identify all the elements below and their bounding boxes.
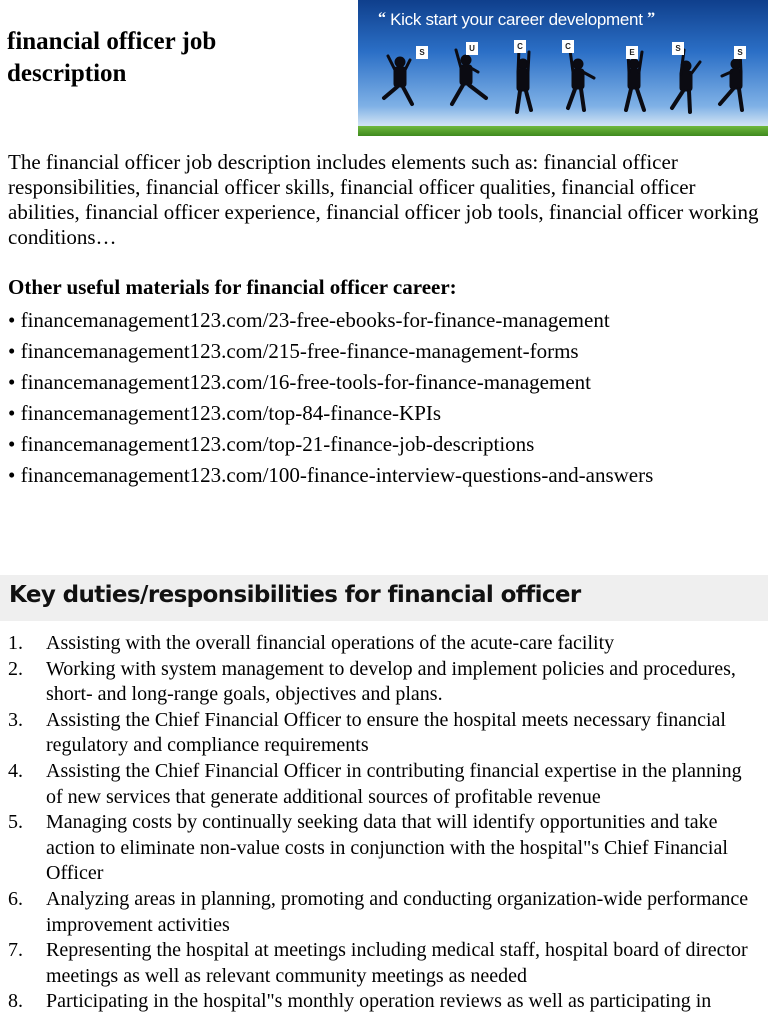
materials-link[interactable]: • financemanagement123.com/top-84-finance-KPIs (8, 401, 442, 425)
letter-card: C (514, 40, 526, 53)
jumper-figure-1 (384, 56, 412, 104)
duties-section-header (0, 575, 768, 621)
duty-number: 5. (8, 811, 23, 834)
letter-card: S (672, 42, 684, 55)
jumping-people-illustration (358, 0, 768, 136)
materials-link-list (8, 305, 653, 491)
page-title: financial officer job description (7, 28, 217, 87)
jumper-figure-2 (452, 50, 486, 104)
close-quote-glyph: ” (647, 10, 655, 27)
grass-strip (358, 126, 768, 136)
open-quote-glyph: “ (378, 10, 386, 27)
letter-card: S (416, 46, 428, 59)
duty-item (8, 810, 760, 887)
duty-text: Analyzing areas in planning, promoting and conducting organization-wide performance improvement activities (46, 887, 749, 936)
duty-text: Assisting with the overall financial operations of the acute-care facility (46, 632, 615, 654)
materials-link[interactable]: • financemanagement123.com/215-free-finance-management-forms (8, 339, 579, 363)
letter-card: C (562, 40, 574, 53)
duty-text: Managing costs by continually seeking data that will identify opportunities and take action to eliminate non-value costs in conjunction with the hospital"s Chief Financial Officer (46, 811, 728, 885)
jumper-figure-5 (626, 52, 644, 110)
duty-number: 1. (8, 632, 23, 654)
duty-number: 6. (8, 887, 23, 910)
duty-number: 7. (8, 939, 23, 962)
duty-item (8, 759, 760, 810)
jumper-figure-4 (568, 50, 594, 110)
materials-heading: Other useful materials for financial officer career: (8, 275, 457, 299)
intro-paragraph: The financial officer job description includes elements such as: financial officer responsibilities, financial officer skills, financial officer qualities, financial officer abilities, financial officer experience, financial officer job tools, financial officer working conditions… (8, 150, 759, 249)
duty-text: Representing the hospital at meetings including medical staff, hospital board of director meetings as well as relevant community meetings as needed (46, 939, 748, 987)
jumper-figure-7 (720, 50, 742, 110)
duty-number: 3. (8, 708, 23, 731)
duty-number: 8. (8, 990, 23, 1013)
duty-text: Assisting the Chief Financial Officer in contributing financial expertise in the planning of new services that generate additional sources of profitable revenue (46, 759, 742, 808)
duty-item (8, 631, 760, 657)
duty-item (8, 708, 760, 759)
duty-text: Working with system management to develop and implement policies and procedures, short- and long-range goals, objectives and plans. (46, 657, 736, 706)
letter-card: E (626, 46, 638, 59)
materials-link[interactable]: • financemanagement123.com/23-free-ebooks-for-finance-management (8, 308, 610, 332)
duty-item (8, 887, 760, 938)
career-banner-image (358, 0, 768, 136)
duties-list (8, 631, 760, 1015)
jumper-figure-6 (672, 50, 700, 112)
letter-card: U (466, 42, 478, 55)
duty-item (8, 938, 760, 989)
duty-item (8, 989, 760, 1015)
duty-text: Participating in the hospital"s monthly operation reviews as well as participating in (46, 990, 712, 1013)
duty-number: 2. (8, 657, 23, 680)
jumper-figure-3 (517, 48, 531, 112)
duty-item (8, 657, 760, 708)
letter-card: S (734, 46, 746, 59)
duties-heading: Key duties/responsibilities for financial officer (9, 582, 581, 608)
materials-link[interactable]: • financemanagement123.com/top-21-finance-job-descriptions (8, 432, 535, 456)
materials-link[interactable]: • financemanagement123.com/100-finance-interview-questions-and-answers (8, 463, 654, 487)
duty-text: Assisting the Chief Financial Officer to ensure the hospital meets necessary financial regulatory and compliance requirements (46, 708, 726, 757)
banner-slogan-text: Kick start your career development (390, 10, 643, 29)
duty-number: 4. (8, 759, 23, 782)
materials-link[interactable]: • financemanagement123.com/16-free-tools-for-finance-management (8, 370, 591, 394)
